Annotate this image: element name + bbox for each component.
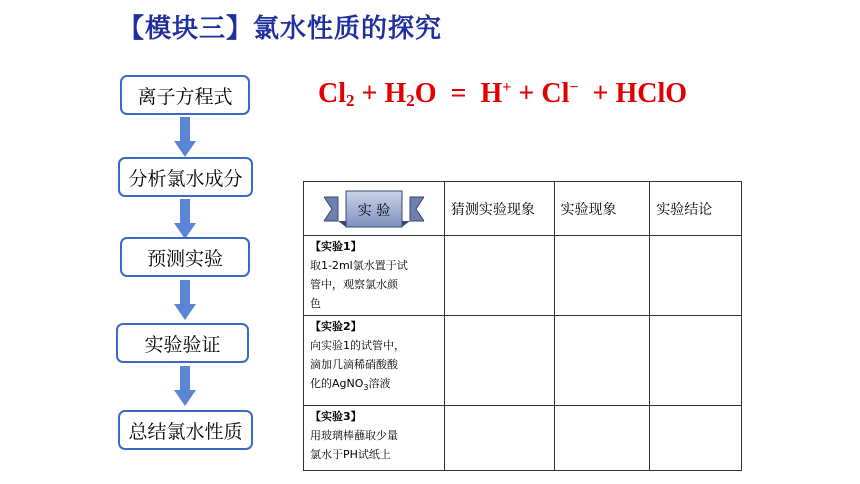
experiment-text: 色 [310, 297, 321, 310]
header-observed: 实验现象 [554, 182, 650, 236]
header-conclusion: 实验结论 [650, 182, 742, 236]
guess-input-cell[interactable] [444, 236, 554, 316]
observed-input-cell[interactable] [554, 316, 650, 406]
ribbon-cell [304, 182, 445, 236]
table-row [304, 406, 742, 471]
experiment-label: 【实验2】 [310, 320, 362, 333]
eq-o: O [414, 78, 437, 109]
down-arrow-icon [174, 366, 196, 406]
down-arrow-icon [174, 117, 196, 157]
experiment-text: 取1-2ml氯水置于试 [310, 259, 408, 272]
eq-h-ion: H [480, 78, 503, 109]
table-row [304, 236, 742, 316]
experiment-3-cell [304, 406, 445, 471]
ribbon-label: 实 验 [357, 202, 391, 219]
eq-plus: + [578, 78, 616, 109]
flow-step-verify[interactable]: 实验验证 [116, 323, 249, 363]
experiment-text: 滴加几滴稀硝酸酸 [310, 358, 398, 371]
experiment-text-part: 化的AgNO [310, 377, 364, 390]
eq-sub: 2 [406, 91, 415, 110]
down-arrow-icon [174, 280, 196, 320]
conclusion-input-cell[interactable] [650, 236, 742, 316]
experiment-text: 用玻璃棒蘸取少量 [310, 429, 398, 442]
eq-plus: + [354, 78, 385, 109]
eq-cl-ion: Cl [541, 78, 570, 109]
conclusion-input-cell[interactable] [650, 316, 742, 406]
ribbon-banner [324, 187, 424, 231]
experiment-text-part: 溶液 [368, 377, 391, 390]
down-arrow-icon [174, 199, 196, 239]
eq-sup: + [502, 79, 512, 96]
experiment-label: 【实验1】 [310, 240, 362, 253]
eq-hclo: HClO [615, 78, 688, 109]
table-header-row [304, 182, 742, 236]
observed-input-cell[interactable] [554, 236, 650, 316]
experiment-text: 氯水于PH试纸上 [310, 448, 391, 461]
flow-step-summarize[interactable]: 总结氯水性质 [118, 410, 253, 450]
eq-h: H [384, 78, 407, 109]
experiment-text: 管中，观察氯水颜 [310, 278, 398, 291]
experiment-table [303, 181, 742, 471]
flow-step-predict[interactable]: 预测实验 [120, 237, 250, 277]
table-row [304, 316, 742, 406]
experiment-2-cell [304, 316, 445, 406]
observed-input-cell[interactable] [554, 406, 650, 471]
eq-sup: − [569, 79, 579, 96]
experiment-text [310, 374, 438, 397]
flow-step-analyze-components[interactable]: 分析氯水成分 [118, 157, 253, 197]
guess-input-cell[interactable] [444, 406, 554, 471]
conclusion-input-cell[interactable] [650, 406, 742, 471]
experiment-1-cell [304, 236, 445, 316]
ionic-equation [318, 78, 687, 111]
flow-step-ionic-equation[interactable]: 离子方程式 [120, 75, 250, 115]
experiment-subscript: 3 [363, 383, 369, 393]
header-guess: 猜测实验现象 [444, 182, 554, 236]
eq-sub: 2 [346, 91, 355, 110]
eq-equals: = [436, 78, 481, 109]
eq-cl: Cl [318, 78, 346, 109]
experiment-text: 向实验1的试管中， [310, 339, 405, 352]
page-title: 【模块三】氯水性质的探究 [118, 14, 443, 44]
eq-plus: + [511, 78, 542, 109]
guess-input-cell[interactable] [444, 316, 554, 406]
experiment-label: 【实验3】 [310, 410, 362, 423]
